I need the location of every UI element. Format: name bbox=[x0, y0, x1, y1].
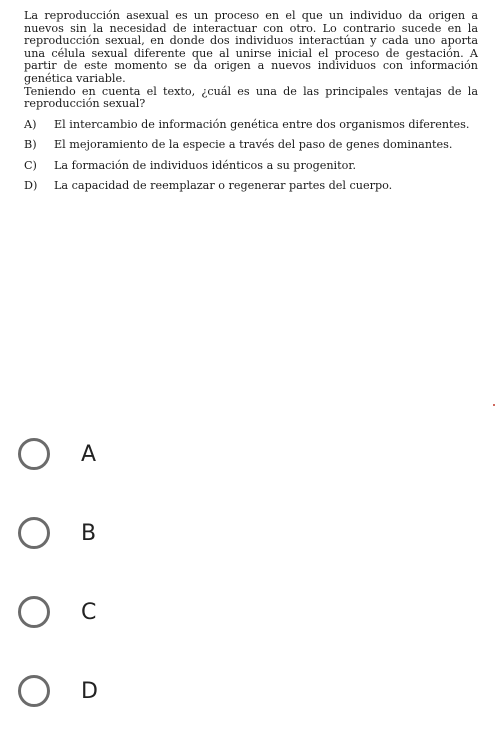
answer-choice-a[interactable] bbox=[18, 434, 218, 474]
option-item-c bbox=[24, 160, 478, 181]
option-letter: C) bbox=[24, 158, 37, 172]
question-prompt: Teniendo en cuenta el texto, ¿cuál es una de las principales ventajas de la reproducción sexual? bbox=[24, 84, 478, 111]
option-letter: D) bbox=[24, 179, 38, 193]
radio-button-a[interactable] bbox=[18, 438, 50, 470]
option-item-a bbox=[24, 119, 478, 140]
answer-choice-d[interactable] bbox=[18, 671, 218, 711]
answer-label-c: C bbox=[81, 599, 97, 625]
answer-label-a: A bbox=[81, 441, 97, 467]
answer-label-b: B bbox=[81, 520, 97, 546]
question-image bbox=[24, 10, 478, 201]
option-list bbox=[24, 119, 478, 201]
option-letter: B) bbox=[24, 138, 37, 152]
answer-choice-c[interactable] bbox=[18, 592, 218, 632]
question-passage: La reproducción asexual es un proceso en el que un individuo da origen a nuevos sin la necesidad de interactuar con otro. Lo contrario sucede en la reproducción sexual, en donde dos individuos interactúan y cada uno aporta una célula sexual diferente que al unirse inicial el proceso de gestación. A partir de este momento se da origen a nuevos individuos con información genética variable. bbox=[24, 9, 478, 85]
radio-button-b[interactable] bbox=[18, 517, 50, 549]
option-letter: A) bbox=[24, 117, 37, 131]
radio-button-c[interactable] bbox=[18, 596, 50, 628]
answer-radio-group bbox=[18, 434, 218, 750]
option-text: El intercambio de información genética entre dos organismos diferentes. bbox=[54, 117, 470, 131]
option-text: La capacidad de reemplazar o regenerar partes del cuerpo. bbox=[54, 179, 393, 193]
radio-button-d[interactable] bbox=[18, 675, 50, 707]
answer-label-d: D bbox=[81, 678, 98, 704]
answer-choice-b[interactable] bbox=[18, 513, 218, 553]
option-text: El mejoramiento de la especie a través del paso de genes dominantes. bbox=[54, 138, 453, 152]
option-text: La formación de individuos idénticos a su progenitor. bbox=[54, 158, 357, 172]
option-item-d bbox=[24, 180, 478, 201]
option-item-b bbox=[24, 139, 478, 160]
stray-mark bbox=[493, 404, 495, 406]
